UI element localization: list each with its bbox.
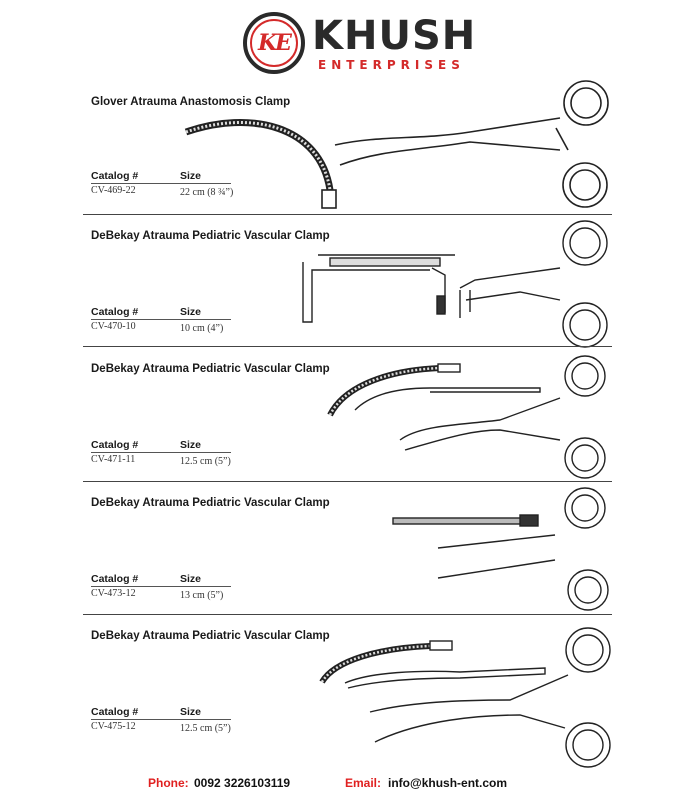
contact-footer (0, 776, 689, 794)
catalog-number: CV-469-22 (91, 185, 136, 196)
product-title: DeBekay Atrauma Pediatric Vascular Clamp (91, 230, 330, 242)
size-value: 13 cm (5”) (180, 590, 224, 601)
catalog-label: Catalog # (91, 439, 139, 451)
size-label: Size (180, 573, 202, 585)
email-label: Email: (345, 776, 382, 790)
size-value: 12.5 cm (5”) (180, 456, 231, 467)
phone-label: Phone: (148, 776, 189, 790)
catalog-number: CV-475-12 (91, 721, 136, 732)
size-label: Size (180, 706, 202, 718)
phone-number[interactable]: 0092 3226103119 (194, 776, 291, 790)
size-label: Size (180, 170, 202, 182)
catalog-number: CV-470-10 (91, 321, 136, 332)
catalog-label: Catalog # (91, 573, 139, 585)
catalog-label: Catalog # (91, 306, 139, 318)
product-title: DeBekay Atrauma Pediatric Vascular Clamp (91, 630, 330, 642)
logo-mark: KE (250, 19, 298, 67)
size-label: Size (180, 439, 202, 451)
brand-name: KHUSH (312, 13, 477, 59)
catalog-label: Catalog # (91, 706, 139, 718)
catalog-label: Catalog # (91, 170, 139, 182)
product-title: DeBekay Atrauma Pediatric Vascular Clamp (91, 497, 330, 509)
email-address[interactable]: info@khush-ent.com (388, 776, 508, 790)
brand-tagline: ENTERPRISES (318, 58, 465, 72)
size-label: Size (180, 306, 202, 318)
product-title: Glover Atrauma Anastomosis Clamp (91, 96, 291, 108)
size-value: 12.5 cm (5”) (180, 723, 231, 734)
size-value: 22 cm (8 ¾”) (180, 187, 234, 198)
size-value: 10 cm (4”) (180, 323, 224, 334)
product-title: DeBekay Atrauma Pediatric Vascular Clamp (91, 363, 330, 375)
catalog-number: CV-471-11 (91, 454, 136, 465)
catalog-number: CV-473-12 (91, 588, 136, 599)
